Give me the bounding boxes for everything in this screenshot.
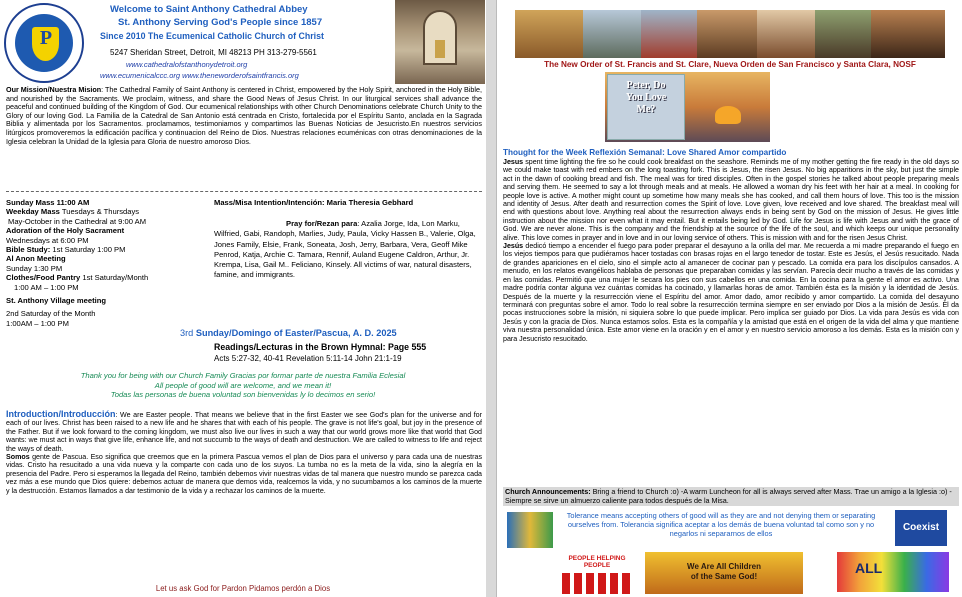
thank-you-line-3: Todas las personas de buena voluntad son bienvenidas ly lo decimos en serio! [110,390,376,400]
image-friar [697,10,757,58]
peter-do-you-love-me-image [605,72,770,142]
people-figures [562,573,632,594]
sunday-number: 3rd [180,328,194,338]
reflection-english: spent time lighting the fire so he could cook breakfast on the seashore. Reminds me of my mother getting the fire ready in the old days so we could make toast with red embers on the long toasting fork. This is Jesus, the risen Jesus. No big apparitions in the sky, but just the simple act in the dawn of cooking bread and fish. The meal was for tired disciples. Often in the gospel stories he talked about people preparing meals and serving them. He seemed to say a lot through meals and at meals. He allowed a woman dry his feet with her hair at a meal. In cooking for people love is active. A mother might count up sometime how many meals she has cooked, and call them hours of love. This too is the mission and identity of Jesus. After death and resurrection comes the Spirit of love. Love given, love received and love shared. The breakfast meal will end with questions about love. Anything real about the resurrection always ends in being sent by God on the mission of Jesus. He gives little instruction about the mission nor even what it may entail. But it entails being led by God. Life for Jesus is life with Jesus and with the grace of God. We are never alone. This is the company and the friendship at the source of the life of the soul, and which keeps our unique personality alive. This love comes in prayer and in love and in our loving service of others. This is mission with and for the risen Jesus Christ. [503,158,959,242]
reflection-text [503,158,959,343]
divider [6,191,482,192]
coexist-symbols-image [507,512,553,548]
weekday-mass-days: Tuesdays & Thursdays [59,207,140,217]
pantry-title: Clothes/Food Pantry [6,273,81,283]
bible-study-time: 1st Saturday 1:00 PM [50,245,126,255]
village-meeting-hours: 1:00AM – 1:00 PM [6,318,69,328]
readings-list: Acts 5:27-32, 40-41 Revelation 5:11-14 John 21:1-19 [214,354,402,363]
intro-spanish: gente de Pascua. Eso significa que creemos que en la primera Pascua vemos el plan de Dios para el universo y para cada una de nuestras vidas. Cristo ha resucitado a una vida nueva y la comparte con cada uno de los suyos. La tumba no es la meta de la vida, sino la alegría en la presencia del Padre. Pero si esperamos la llegada del Reino, también debemos vivir nuestras vidas de tal manera que nuestro mundo se parezca cada vez más a ese mundo que Dios quiere: debemos actuar de manera que demos vida, realcemos la vida, y no sucumbamos a los caminos de la muerte y la destrucción. Estamos llamados a dar testimonio de la vida y a rechazar los caminos de la muerte. [6,453,482,495]
church-seal-logo: P [4,3,84,83]
peter-caption [611,80,681,116]
cathedral-interior-photo [395,0,485,84]
adoration-time: Wednesdays at 6:00 PM [6,235,89,245]
mass-intention: Mass/Misa Intention/Intención: Maria Theresia Gebhard [214,198,414,207]
sunday-heading [180,328,397,338]
affiliate-urls-link[interactable]: www.ecumenicalccc.org www.theneworderofsaintfrancis.org [100,71,299,80]
readings-title: Readings/Lecturas in the Brown Hymnal: Page 555 [214,342,427,352]
church-announcements [503,487,959,506]
sunday-mass: Sunday Mass 11:00 AM [6,198,90,207]
sunday-title: Sunday/Domingo of Easter/Pascua, A. D. 2025 [193,328,397,338]
mission-label: Our Mission/Nuestra Mision [6,85,102,94]
announcements-text: Bring a friend to Church :o) -A warm Luncheon for all is always served after Mass. Trae un amigo a la Iglesia :o) -Siempre se sirve un almuerzo caliente para todos después de la Misa. [505,487,952,505]
image-portrait [871,10,945,58]
image-crowd [583,10,641,58]
village-meeting-time: 2nd Saturday of the Month [6,309,96,319]
bible-study-title: Bible Study: [6,245,51,255]
intentions-column [214,198,476,208]
pantry-time: 1st Saturday/Month [80,273,149,283]
introduction [6,410,482,495]
alanon-time: Sunday 1:30 PM [6,263,63,273]
since-title: Since 2010 The Ecumenical Catholic Church of Christ [100,31,324,41]
thank-you-line-2: All people of good will are welcome, and we mean it! [154,380,332,390]
serving-title: St. Anthony Serving God's People since 1857 [118,17,323,28]
schedule-column [6,198,211,328]
peter-line-1: Peter, Do [626,80,666,91]
jesus-en-label: Jesus [503,158,524,166]
announcements-label: Church Announcements: [505,487,591,496]
intro-spanish-label: Somos [6,453,30,462]
all-children-banner [645,552,803,594]
thought-title: Thought for the Week Reflexión Semanal: Love Shared Amor compartido [503,148,787,157]
right-page [496,0,962,597]
children-line-2: of the Same God! [690,572,758,581]
welcome-title: Welcome to Saint Anthony Cathedral Abbey [110,4,308,15]
thank-you-line-1: Thank you for being with our Church Family Gracias por formar parte de nuestra Familia Eclesial [80,371,406,380]
peter-line-2: You Love [625,92,667,103]
tolerance-text: Tolerance means accepting others of good will as they are and not denying them or separating ourselves from. Tolerancia significa aceptar a los demás de buena voluntad tal como son y no negarlos ni separarnos de ellos [566,511,876,538]
alanon-title: Al Anon Meeting [6,254,66,264]
image-church-building [641,10,697,58]
image-saint-francis [515,10,583,58]
peter-line-3: Me? [636,104,656,115]
children-line-1: We Are All Children [687,562,761,571]
saints-image-banner [515,10,945,58]
fire-shape [715,106,741,124]
coexist-logo: Coexist [895,510,947,546]
church-address: 5247 Sheridan Street, Detroit, MI 48213 PH 313-279-5561 [110,48,317,57]
jesus-es-label: Jesús [503,242,524,251]
mission-text: : The Cathedral Family of Saint Anthony is centered in Christ, empowered by the Holy Spirit, anchored in the Holy Bible, and nourished by the Sacraments. We proclaim, witness, and share the Good News of Jesus Christ. In our liturgical services shall advance the peaceful and continued building of the Kingdom of God. Our ecumenical relationships with other Church Denominations celebrate Church Unity to the Glory of our loving God. La Familia de la Catedral de San Antonio está centrada en Cristo, fortalecida por el Espíritu Santo, anclada en la Sagrada Biblia y alimentada por los Sacramentos. proclamamos, testimoniamos y compartimos las Buenas Noticias de Jesucristo.En nuestros servicios litúrgicos promoveremos la edificación pacífica y continuacion del Reino de Dios. Nuestras relaciones ecuménicas con otras denominaciones de la Iglesia celebran la Unidad de la Iglesia para Gloria de nuestro amoroso Dios. [6,85,482,146]
thank-you-block [0,371,486,400]
reflection-spanish: dedicó tiempo a encender el fuego para poder preparar el desayuno a la orilla del mar. Me recuerda a mi madre preparando el fuego en los viejos tiempos para que pudiéramos hacer tostadas con brasas rojas en el largo tenedor de tostar. Este es Jesús, el Jesús resucitado. Nada de grandes apariciones en el cielo, sino el simple acto al amanecer de cocinar pan y pescado. La comida era para los discípulos cansados. A menudo, en los relatos evangélicos hablaba de personas que preparaban comidas y las servían. Parecía decir mucho a través de las comidas y en las comidas. Permitió que una mujer le secara los pies con sus cabellos en una comida. En la cocina para la gente el amor es activo. Una madre podría contar alguna vez cuántas comidas ha cocinado, y llamarlas horas de amor. También ésta es la misión y la identidad de Jesús. Después de la muerte y la resurrección viene el Espíritu del amor. Amor dado, amor recibido y amor compartido. La comida del desayuno terminará con preguntas sobre el amor. Todo lo real sobre la resurrección termina siempre en ser enviado por Dios a la misión de Jesús. Él da pocas instrucciones sobre la misión, ni siquiera sobre lo que puede implicar. Pero implica ser guiado por Dios. La vida para Jesús es vida con Jesús y con la gracia de Dios. Nunca estamos solos. Esta es la compañía y la amistad que está en el origen de la vida del alma y que mantiene viva nuestra personalidad única. Este amor viene en la oración y en el amor y en nuestro servicio amoroso a los demás. Esta es la misión con y para Jesucristo resucitado. [503,242,959,343]
all-banner-text: ALL [855,560,883,576]
village-meeting-title: St. Anthony Village meeting [6,296,106,306]
pantry-hours: 1:00 AM – 1:00 PM [14,282,79,292]
pray-label: Pray for/Rezan para [286,219,358,228]
pray-text: : Azalia Jorge, Ida, Lon Marku, Wilfried, Gabi, Randoph, Marlies, Judy, Paula, Vicky Hassen B., Valerie, Olga, Jones Family, Elsie, Frank, Soneata, Josh, Jerry, Barbara, Vera, Geoff Mike Penrod, Katja, Archie C. Tamara, Rennif, Auland Eugene Caldron, Arthur, Jr. Krempa, Lisa, Gail M.. Feliciano, Kinsely. All victims of war, natural disasters, famine, and immigrants. [214,219,476,280]
people-banner-text: PEOPLE HELPING PEOPLE [568,555,626,569]
mission-statement [6,86,482,146]
intro-title: Introduction/Introducción [6,409,116,419]
image-landscape [815,10,871,58]
intro-english: : We are Easter people. That means we believe that in the first Easter we see God's plan for the universe and for each of our lives. Christ has been raised to a new life and he shares that with each of his people. The grave is not life's goal, but joy in the presence of the Father. But if we look forward to the coming kingdom, we must also live our lives in such a way that our world grows more like that world that God wants: we must act in ways that give life, enhance life, and not succumb to the ways of death and destruction. We are called to witness to life and reject the ways of death. [6,411,482,453]
adoration-title: Adoration of the Holy Sacrament [6,226,125,236]
weekday-mass-detail: May-October in the Cathedral at 9:00 AM [8,216,147,226]
people-helping-people-image [557,552,637,594]
prayer-list [214,219,476,281]
weekday-mass-title: Weekday Mass [6,207,60,217]
rainbow-all-banner [837,552,949,592]
image-saint-clare [757,10,815,58]
church-url-link[interactable]: www.cathedralofstanthonydetroit.org [126,60,248,69]
order-title: The New Order of St. Francis and St. Clare, Nueva Orden de San Francisco y Santa Clara, NOSF [544,60,916,69]
pardon-line: Let us ask God for Pardon Pidamos perdón a Dios [155,584,331,593]
